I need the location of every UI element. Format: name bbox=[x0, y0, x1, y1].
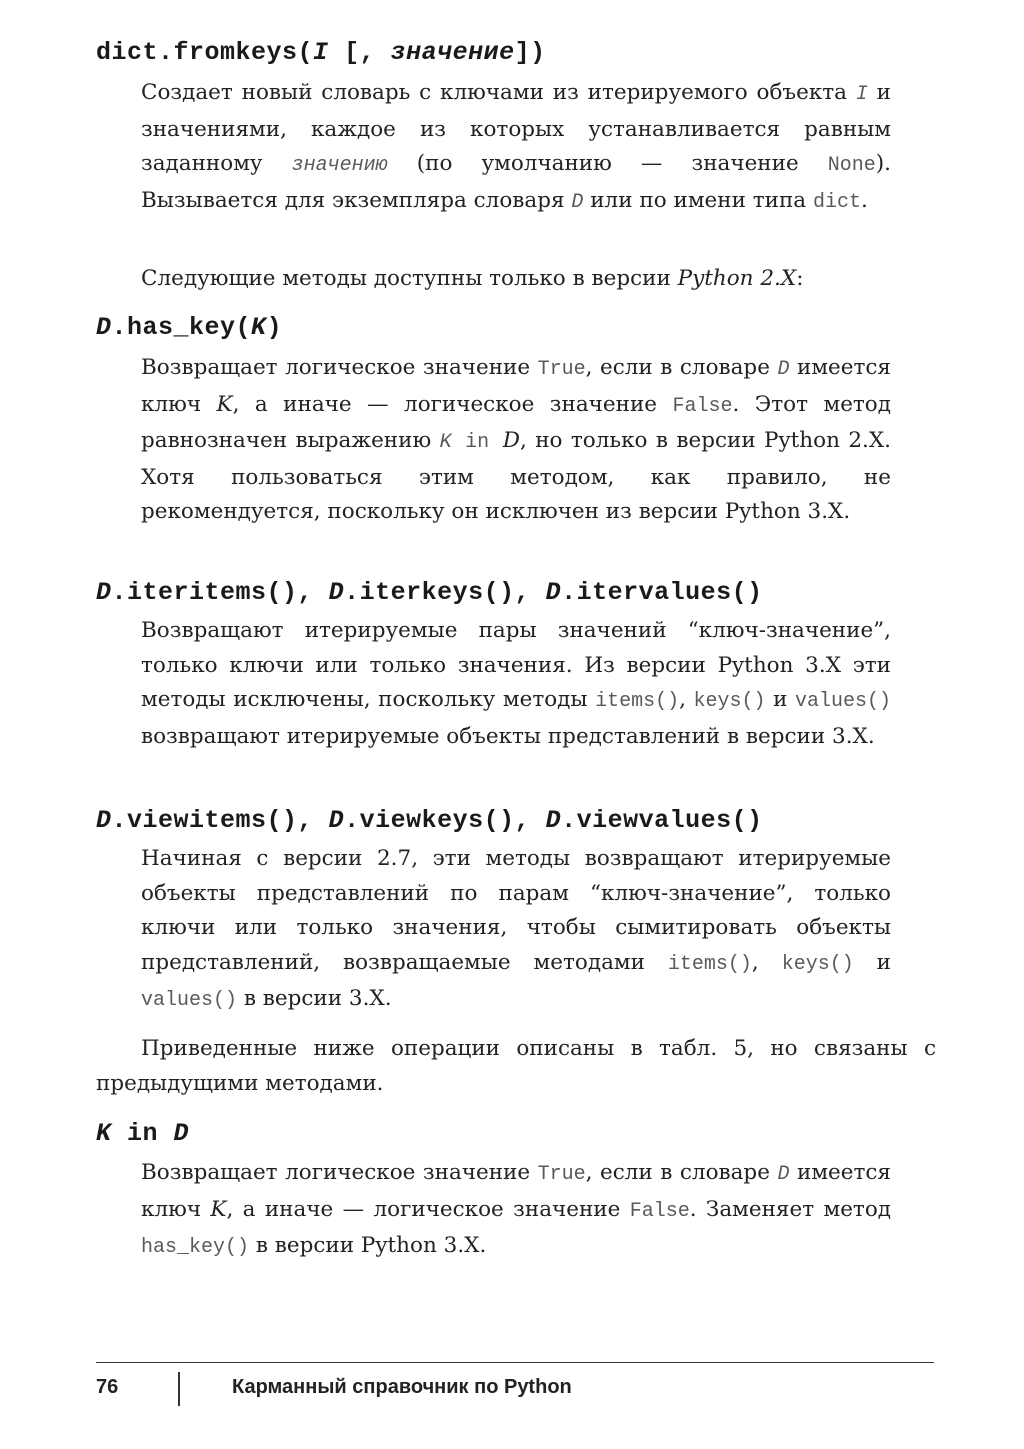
code-run: значению bbox=[291, 154, 388, 177]
paragraph-python2-intro bbox=[96, 262, 936, 297]
text-run: Возвращает логическое значение bbox=[141, 1160, 538, 1185]
heading-param: D bbox=[96, 578, 112, 607]
paragraph-operations-intro: Приведенные ниже операции описаны в табл. 5, но связаны с предыдущими методами. bbox=[96, 1036, 936, 1096]
code-run: D bbox=[777, 358, 790, 381]
code-run: dict bbox=[812, 190, 861, 214]
footer-divider bbox=[96, 1362, 934, 1363]
text-run: , но только в версии Python 2.X. Хотя пользоваться этим методом, как правило, не рекомендуется, поскольку он исключен из версии Python 3.X. bbox=[141, 428, 891, 524]
heading-param: I bbox=[313, 38, 329, 67]
text-run: , bbox=[751, 949, 782, 975]
text-run: Создает новый словарь с ключами из итерируемого объекта bbox=[141, 80, 856, 105]
code-run: in bbox=[451, 431, 503, 454]
heading-param: D bbox=[96, 313, 112, 342]
entry-description-view-methods bbox=[141, 842, 891, 1019]
text-run: возвращают итерируемые объекты представлений в версии 3.X. bbox=[141, 723, 875, 749]
heading-part: [, bbox=[328, 38, 391, 67]
heading-part: .iteritems(), bbox=[111, 578, 329, 607]
entry-heading-fromkeys bbox=[96, 38, 546, 67]
heading-param: значение bbox=[390, 38, 515, 67]
page-number: 76 bbox=[96, 1376, 119, 1398]
entry-heading-view-methods bbox=[96, 806, 763, 835]
text-run: ). Вызывается для экземпляра словаря bbox=[141, 151, 891, 213]
text-run: в версии 3.X. bbox=[237, 986, 392, 1011]
code-run: keys() bbox=[693, 690, 766, 713]
code-run: D bbox=[571, 190, 584, 214]
heading-part: .has_key( bbox=[111, 313, 252, 342]
heading-part: dict.fromkeys( bbox=[96, 38, 314, 67]
entry-description-k-in-d bbox=[141, 1156, 891, 1266]
text-run: (по умолчанию — значение bbox=[387, 151, 828, 176]
text-run: Python 2.X bbox=[677, 266, 797, 291]
code-run: values() bbox=[141, 989, 238, 1012]
text-run: . Заменяет метод bbox=[689, 1196, 891, 1222]
text-run: , bbox=[679, 687, 694, 712]
heading-part: .viewitems(), bbox=[111, 806, 329, 835]
text-run: . bbox=[860, 187, 868, 213]
code-run: False bbox=[672, 394, 733, 418]
text-run: Начиная с версии 2.7, эти методы возвращают итерируемые объекты представлений по парам “ключ-значение”, только ключи или только значения, чтобы сымитировать объекты представлений, возвращаемые методами bbox=[141, 846, 891, 975]
heading-part: in bbox=[111, 1119, 174, 1148]
text-run: K bbox=[210, 1196, 227, 1222]
text-run: , а иначе — логическое значение bbox=[232, 391, 673, 417]
code-run: has_key() bbox=[141, 1236, 250, 1259]
entry-heading-k-in-d bbox=[96, 1119, 189, 1148]
heading-param: D bbox=[328, 806, 345, 835]
entry-description-fromkeys bbox=[141, 76, 891, 220]
heading-param: D bbox=[545, 578, 562, 607]
heading-param: D bbox=[173, 1119, 190, 1148]
code-run: keys() bbox=[781, 952, 854, 976]
heading-part: .iterkeys(), bbox=[344, 578, 546, 607]
text-run: : bbox=[796, 266, 804, 291]
text-run: или по имени типа bbox=[583, 187, 813, 213]
code-run: D bbox=[777, 1163, 790, 1186]
entry-description-has-key bbox=[141, 351, 891, 530]
text-run: Следующие методы доступны только в версии bbox=[141, 266, 678, 291]
text-run: Возвращают итерируемые пары значений “ключ-значение”, только ключи или только значения. Из версии Python 3.X эти методы исключены, поскольку методы bbox=[141, 618, 891, 712]
code-run: I bbox=[855, 83, 868, 106]
text-run: имеется ключ bbox=[141, 355, 891, 417]
text-run: и bbox=[765, 687, 795, 712]
heading-param: K bbox=[251, 313, 267, 342]
text-run: . Этот метод равнозначен выражению bbox=[141, 391, 891, 453]
heading-part: .viewvalues() bbox=[561, 806, 763, 835]
heading-part: .itervalues() bbox=[561, 578, 763, 607]
footer-separator bbox=[178, 1372, 180, 1406]
code-run: items() bbox=[667, 952, 752, 976]
code-run: True bbox=[537, 1163, 586, 1186]
text-run: и значениями, каждое из которых устанавливается равным заданному bbox=[141, 80, 891, 176]
entry-description-iter-methods bbox=[141, 614, 891, 754]
text-run: имеется ключ bbox=[141, 1160, 891, 1222]
code-run: K bbox=[439, 431, 452, 454]
book-title: Карманный справочник по Python bbox=[232, 1376, 572, 1398]
heading-param: K bbox=[96, 1119, 112, 1148]
code-run: values() bbox=[795, 690, 892, 713]
text-run: , а иначе — логическое значение bbox=[226, 1196, 630, 1222]
heading-param: D bbox=[328, 578, 345, 607]
text-run: , если в словаре bbox=[585, 355, 778, 380]
heading-param: D bbox=[96, 806, 112, 835]
entry-heading-iter-methods bbox=[96, 578, 763, 607]
text-run: , если в словаре bbox=[585, 1160, 778, 1185]
text-run: Возвращает логическое значение bbox=[141, 355, 538, 380]
heading-part: ) bbox=[266, 313, 283, 342]
text-run: D bbox=[502, 428, 520, 453]
code-run: items() bbox=[595, 690, 680, 713]
text-run: K bbox=[216, 391, 233, 417]
heading-part: ]) bbox=[514, 38, 546, 67]
code-run: False bbox=[629, 1199, 690, 1223]
entry-heading-has-key bbox=[96, 313, 282, 342]
heading-part: .viewkeys(), bbox=[344, 806, 546, 835]
text-run: и bbox=[853, 949, 891, 975]
text-run: в версии Python 3.X. bbox=[249, 1233, 487, 1258]
code-run: True bbox=[537, 358, 586, 381]
heading-param: D bbox=[545, 806, 562, 835]
code-run: None bbox=[827, 154, 876, 177]
